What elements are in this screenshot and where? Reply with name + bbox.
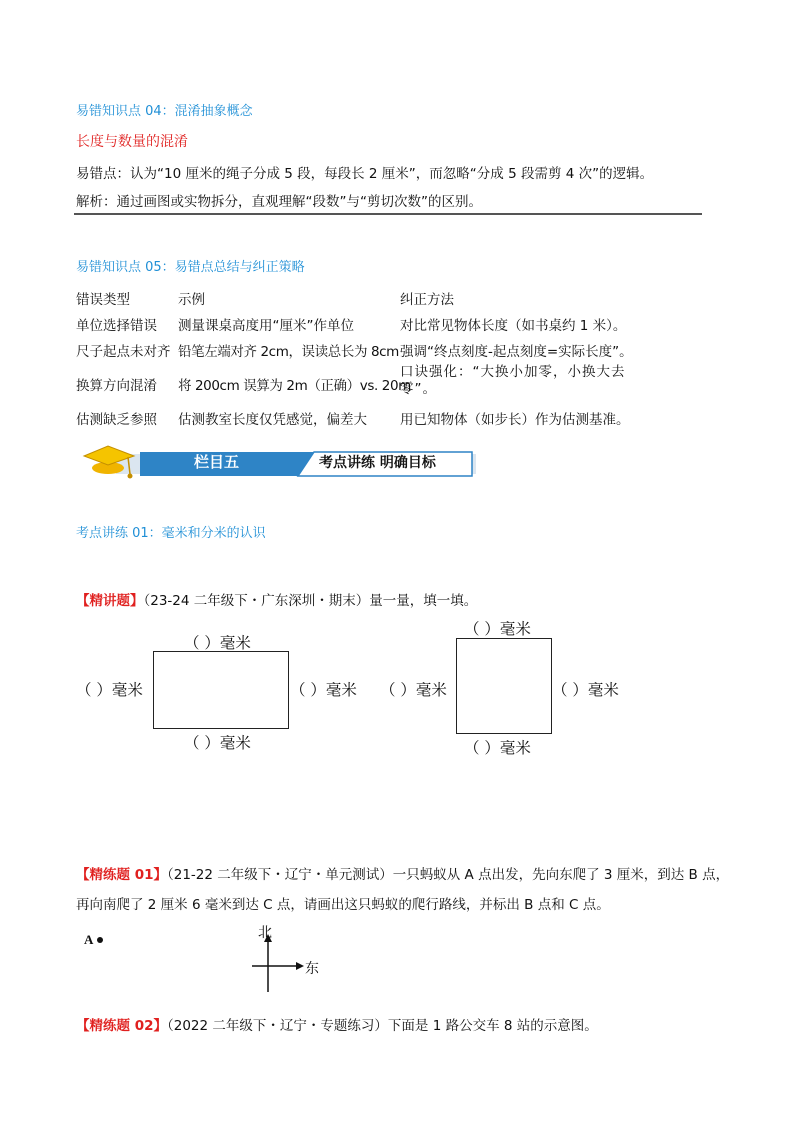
table-cell: 尺子起点未对齐 bbox=[76, 344, 171, 360]
error-point-text: 易错点：认为“10 厘米的绳子分成 5 段，每段长 2 厘米”，而忽略“分成 5 段需剪 4 次”的逻辑。 bbox=[76, 166, 654, 182]
table-header-type: 错误类型 bbox=[76, 292, 130, 308]
left-blank[interactable]: （ ）毫米 bbox=[76, 681, 143, 699]
bottom-blank[interactable]: （ ）毫米 bbox=[464, 739, 531, 757]
table-cell: 将 200cm 误算为 2m（正确）vs. 20m bbox=[178, 378, 411, 394]
section-04-subheading: 长度与数量的混淆 bbox=[76, 134, 188, 150]
section-05-heading: 易错知识点 05：易错点总结与纠正策略 bbox=[76, 260, 305, 275]
table-cell: 换算方向混淆 bbox=[76, 378, 157, 394]
question-text: （23-24 二年级下・广东深圳・期末）量一量，填一填。 bbox=[143, 593, 478, 609]
banner-tag: 栏目五 bbox=[194, 453, 240, 471]
question-3 bbox=[76, 1014, 598, 1034]
bottom-blank[interactable]: （ ）毫米 bbox=[184, 734, 251, 752]
table-cell: 单位选择错误 bbox=[76, 318, 157, 334]
question-1 bbox=[76, 589, 477, 609]
question-tag: 【精讲题】 bbox=[76, 593, 144, 609]
question-2 bbox=[76, 863, 729, 883]
analysis-text: 解析：通过画图或实物拆分，直观理解“段数”与“剪切次数”的区别。 bbox=[76, 194, 482, 210]
table-cell: 估测缺乏参照 bbox=[76, 412, 157, 428]
table-cell: 用已知物体（如步长）作为估测基准。 bbox=[400, 412, 630, 428]
compass-icon bbox=[242, 928, 312, 998]
point-a-dot bbox=[97, 937, 103, 943]
question-tag: 【精练题 01】 bbox=[76, 867, 167, 883]
question-2-continued: 再向南爬了 2 厘米 6 毫米到达 C 点，请画出这只蚂蚁的爬行路线，并标出 B 点和 C 点。 bbox=[76, 897, 610, 913]
point-a-label: A bbox=[84, 932, 94, 947]
question-text: （2022 二年级下・辽宁・专题练习）下面是 1 路公交车 8 站的示意图。 bbox=[167, 1018, 598, 1034]
top-blank[interactable]: （ ）毫米 bbox=[464, 620, 531, 638]
section-divider bbox=[74, 213, 702, 215]
east-label: 东 bbox=[305, 961, 319, 977]
table-cell: 口诀强化：“大换小加零，小换大去零”。 bbox=[400, 364, 626, 397]
right-blank[interactable]: （ ）毫米 bbox=[290, 681, 357, 699]
rectangle-shape bbox=[153, 651, 289, 729]
table-cell: 测量课桌高度用“厘米”作单位 bbox=[178, 318, 354, 334]
top-blank[interactable]: （ ）毫米 bbox=[184, 634, 251, 652]
square-shape bbox=[456, 638, 552, 734]
north-label: 北 bbox=[258, 925, 272, 941]
table-header-example: 示例 bbox=[178, 292, 205, 308]
left-blank[interactable]: （ ）毫米 bbox=[380, 681, 447, 699]
table-cell: 铅笔左端对齐 2cm，误读总长为 8cm bbox=[178, 344, 399, 360]
question-text: （21-22 二年级下・辽宁・单元测试）一只蚂蚁从 A 点出发，先向东爬了 3 厘米，到达 B 点， bbox=[167, 867, 730, 883]
section-04-heading: 易错知识点 04：混淆抽象概念 bbox=[76, 104, 253, 119]
right-blank[interactable]: （ ）毫米 bbox=[552, 681, 619, 699]
banner-title: 考点讲练 明确目标 bbox=[319, 455, 436, 471]
table-cell: 对比常见物体长度（如书桌约 1 米）。 bbox=[400, 318, 627, 334]
section-banner bbox=[76, 440, 476, 482]
question-tag: 【精练题 02】 bbox=[76, 1018, 167, 1034]
practice-01-heading: 考点讲练 01：毫米和分米的认识 bbox=[76, 526, 266, 541]
table-header-method: 纠正方法 bbox=[400, 292, 454, 308]
table-cell: 强调“终点刻度-起点刻度=实际长度”。 bbox=[400, 344, 633, 360]
table-cell: 估测教室长度仅凭感觉，偏差大 bbox=[178, 412, 367, 428]
